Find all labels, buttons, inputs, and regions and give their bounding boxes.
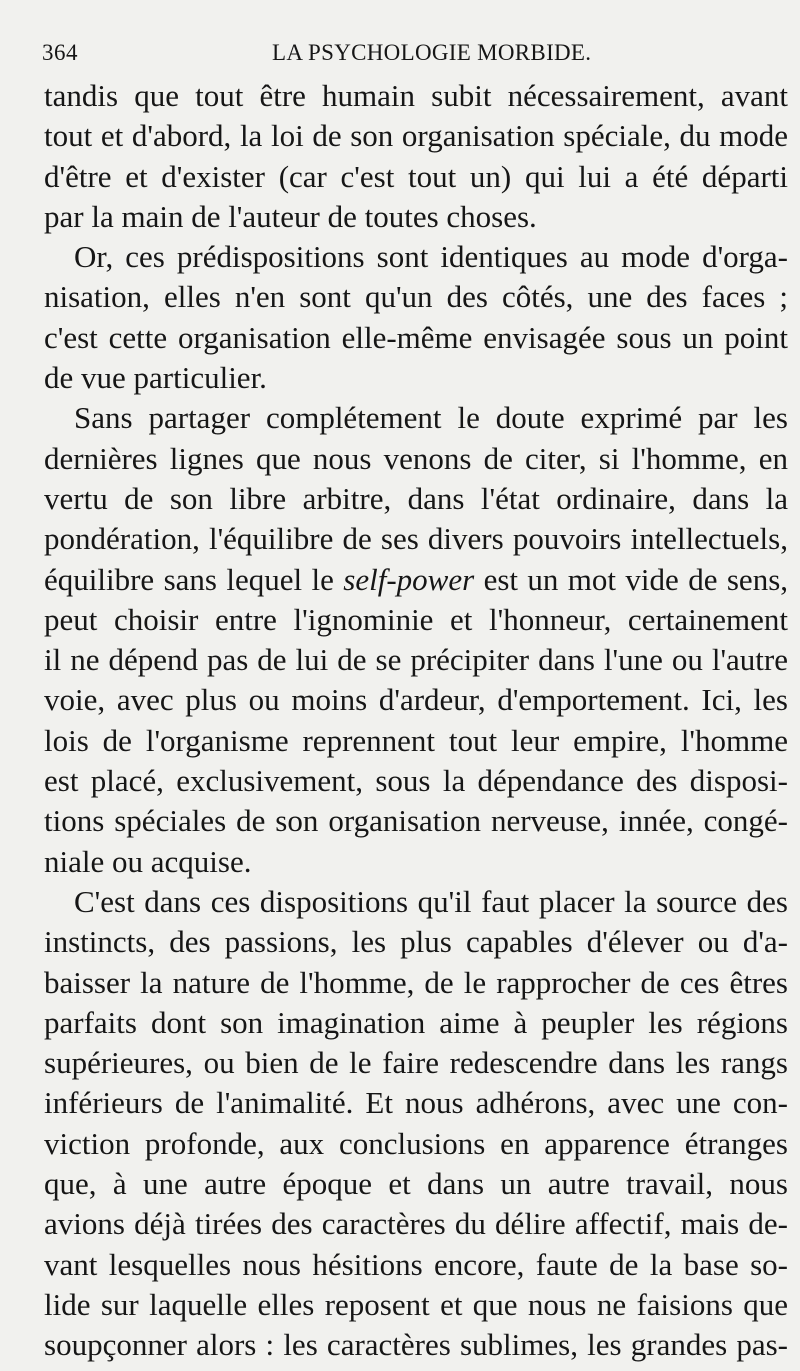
text-line: Or, ces prédispositions sont identiques au mode d'orga-: [74, 239, 788, 275]
text-line: soupçonner alors : les caractères sublimes, les grandes pas-: [44, 1327, 788, 1363]
italic-term: self-power: [343, 561, 475, 597]
text-line: lois de l'organisme reprennent tout leur empire, l'homme: [44, 722, 788, 758]
text-line: tandis que tout être humain subit nécessairement, avant: [44, 78, 788, 113]
body-text: [44, 76, 788, 1366]
text-line: lide sur laquelle elles reposent et que nous ne faisions que: [44, 1286, 788, 1322]
text-line: de vue particulier.: [44, 360, 267, 396]
text-line: tions spéciales de son organisation nerveuse, innée, congé-: [44, 803, 788, 839]
text-line: pondération, l'équilibre de ses divers pouvoirs intellectuels,: [44, 521, 788, 557]
text-line: vertu de son libre arbitre, dans l'état ordinaire, dans la: [44, 480, 788, 516]
running-title: LA PSYCHOLOGIE MORBIDE.: [272, 40, 592, 65]
text-line: inférieurs de l'animalité. Et nous adhérons, avec une con-: [44, 1085, 788, 1121]
text-line: voie, avec plus ou moins d'ardeur, d'emportement. Ici, les: [44, 682, 788, 718]
text-line: parfaits dont son imagination aime à peupler les régions: [44, 1004, 788, 1040]
text-line: supérieures, ou bien de le faire redescendre dans les rangs: [44, 1045, 788, 1081]
text-line: [44, 560, 788, 600]
text-segment: équilibre sans lequel le: [44, 561, 344, 597]
text-line: baisser la nature de l'homme, de le rapprocher de ces êtres: [44, 964, 788, 1000]
text-line: tout et d'abord, la loi de son organisation spéciale, du mode: [44, 118, 788, 154]
text-line: d'être et d'exister (car c'est tout un) qui lui a été départi: [44, 158, 788, 194]
text-line: nisation, elles n'en sont qu'un des côtés, une des faces ;: [44, 279, 788, 315]
page-header: [42, 40, 782, 70]
text-line: c'est cette organisation elle-même envisagée sous un point: [44, 319, 788, 355]
text-line: vant lesquelles nous hésitions encore, faute de la base so-: [44, 1246, 788, 1282]
text-line: C'est dans ces dispositions qu'il faut placer la source des: [74, 883, 788, 919]
text-line: par la main de l'auteur de toutes choses.: [44, 198, 537, 234]
text-line: dernières lignes que nous venons de citer, si l'homme, en: [44, 440, 788, 476]
text-line: que, à une autre époque et dans un autre travail, nous: [44, 1166, 788, 1202]
text-line: avions déjà tirées des caractères du délire affectif, mais de-: [44, 1206, 788, 1242]
text-line: il ne dépend pas de lui de se précipiter dans l'une ou l'autre: [44, 642, 788, 678]
text-line: niale ou acquise.: [44, 843, 252, 879]
text-line: est placé, exclusivement, sous la dépendance des disposi-: [44, 763, 788, 799]
text-line: peut choisir entre l'ignominie et l'honneur, certainement: [44, 601, 788, 637]
text-segment: est un mot vide de sens,: [474, 561, 788, 597]
page-number: 364: [42, 40, 78, 65]
text-line: Sans partager complétement le doute exprimé par les: [74, 400, 788, 436]
text-line: viction profonde, aux conclusions en apparence étranges: [44, 1125, 788, 1161]
text-line: instincts, des passions, les plus capables d'élever ou d'a-: [44, 924, 788, 960]
